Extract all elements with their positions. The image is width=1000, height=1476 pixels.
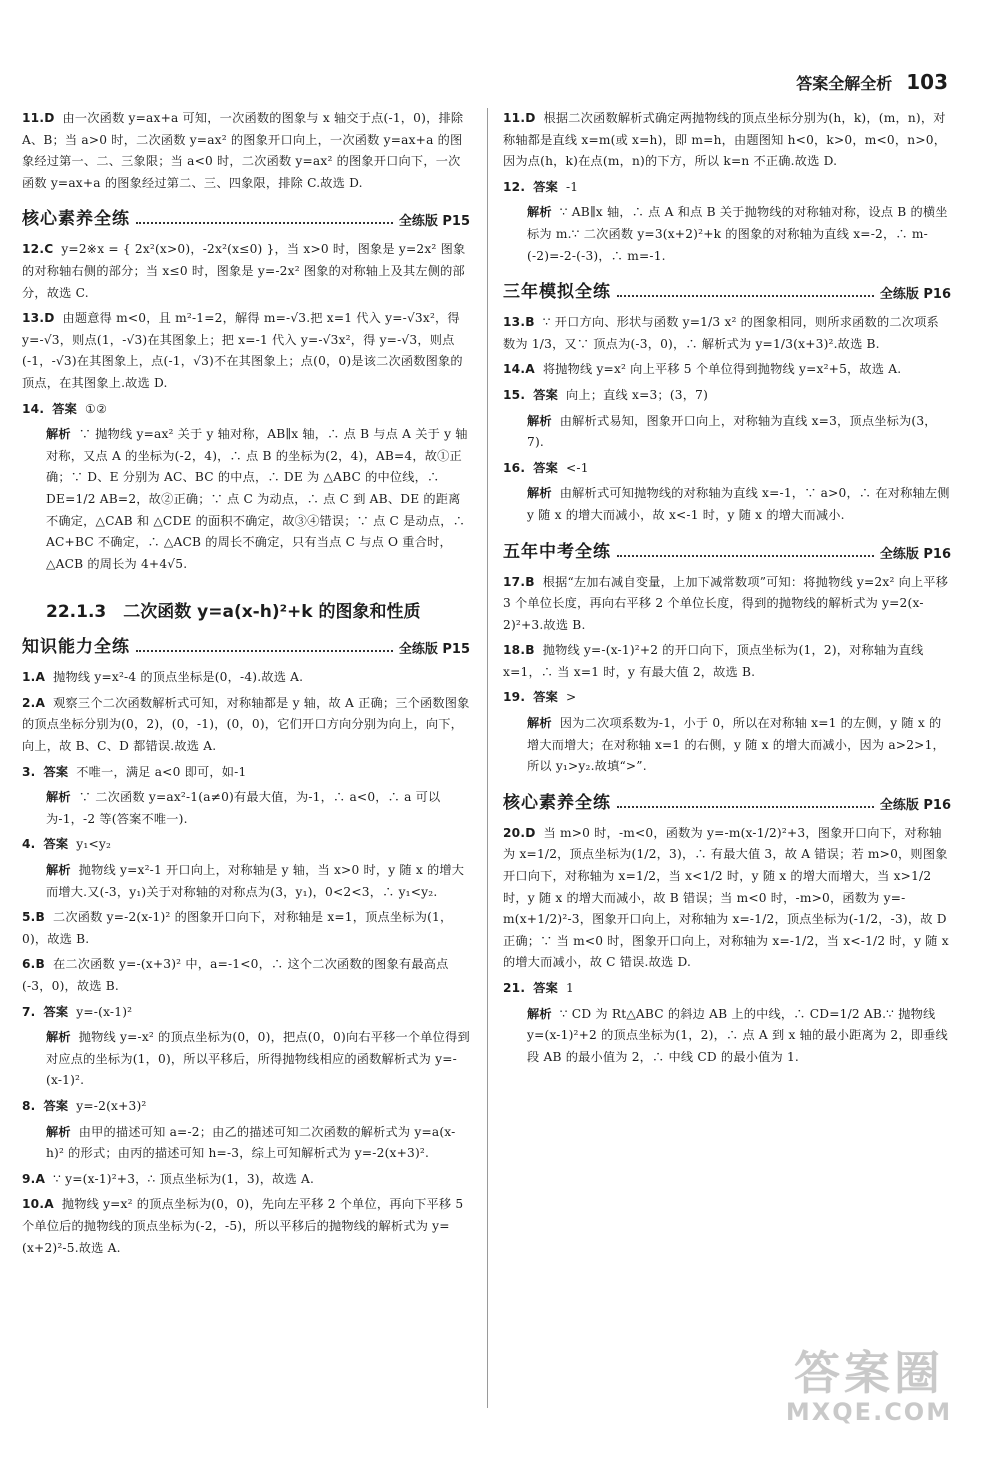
answer-item [22,108,470,194]
item-number: 13.D [22,311,55,326]
item-number: 3. [22,764,36,779]
item-number: 10.A [22,1197,54,1212]
dotted-leader [136,222,393,224]
item-text: 抛物线 y=x² 的顶点坐标为(0，0)，先向左平移 2 个单位，再向下平移 5 个单位后的抛物线的顶点坐标为(-2，-5)，所以平移后的抛物线的解析式为 y=(x+2)²-5.故选 A. [22,1197,464,1255]
section-title: 核心素养全练 [22,209,130,230]
answer-item [503,385,951,407]
section-title: 知识能力全练 [22,637,130,658]
item-number: 14.A [503,362,535,377]
analysis-text: 由甲的描述可知 a=-2；由乙的描述可知二次函数的解析式为 y=a(x-h)² 的形式；由丙的描述可知 h=-3，综上可知解析式为 y=-2(x+3)². [46,1124,456,1161]
item-text: 当 m>0 时，-m<0，函数为 y=-m(x-1/2)²+3，图象开口向下，对称轴为 x=1/2，顶点坐标为(1/2，3)，∴ 有最大值 3，故 A 错误；若 m>0，则图象开口向下，对称轴为 x=1/2，当 x<1/2 时，y 随 x 的增大而增大，当 x>1/2 时，y 随 x 的增大而减小，故 B 错误；当 m<0 时，-m>0，函数为 y=-m(x+1/2)²-3，图象开口向上，对称轴为 x=-1/2，顶点坐标为(-1/2，-3)，故 D 正确；∵ 当 m<0 时，图象开口向上，对称轴为 x=-1/2，当 x<-1/2 时，y 随 x 的增大而减小，故 C 错误.故选 D. [503,825,949,970]
answer-item [22,399,470,421]
analysis-text: 抛物线 y=-x² 的顶点坐标为(0，0)，把点(0，0)向右平移一个单位得到对应点的坐标为(1，0)，所以平移后，所得抛物线相应的函数解析式为 y=-(x-1)². [46,1030,470,1088]
watermark-bottom: MXQE.COM [785,1398,953,1426]
answer-tag: 答案 [43,837,69,852]
analysis [22,1122,470,1165]
answer-value: > [565,690,577,705]
analysis-text: 因为二次项系数为-1，小于 0，所以在对称轴 x=1 的左侧，y 随 x 的增大而增大；在对称轴 x=1 的右侧，y 随 x 的增大而减小，因为 a>2>1，所以 y₁>y₂.故填“>”. [527,716,945,774]
answer-item [22,239,470,304]
answer-item [503,108,951,173]
answer-value: y=-2(x+3)² [76,1098,147,1113]
answer-tag: 答案 [43,764,69,779]
answer-item [22,1169,470,1191]
answer-tag: 答案 [533,690,558,705]
section-header [503,277,951,302]
answer-tag: 答案 [533,981,558,995]
answer-value: -1 [565,179,579,194]
answer-item [503,572,951,637]
answer-item [22,762,470,784]
item-number: 12.C [22,242,54,257]
item-number: 5.B [22,910,45,925]
item-number: 17.B [503,574,535,589]
answer-item [22,907,470,950]
analysis [22,1027,470,1092]
answer-item [503,177,951,199]
answer-item [22,1002,470,1024]
analysis-text: 抛物线 y=x²-1 开口向上，对称轴是 y 轴，当 x>0 时，y 随 x 的增大而增大.又(-3，y₁)关于对称轴的对称点为(3，y₁)，0<2<3，∴ y₁<y₂. [46,863,465,899]
analysis-text: 由解析式易知，图象开口向上，对称轴为直线 x=3，顶点坐标为(3，7). [527,413,937,450]
answer-value: 1 [565,981,574,995]
analysis-text: ∵ AB∥x 轴，∴ 点 A 和点 B 关于抛物线的对称轴对称，设点 B 的横坐标为 m.∵ 二次函数 y=3(x+2)²+k 的图象的对称轴为直线 x=-2，∴ m-(-2)=-2-(-3)，∴ m=-1. [527,205,948,263]
item-number: 20.D [503,825,536,840]
section-ref: 全练版 P16 [879,287,951,303]
section-header [22,204,470,229]
answer-item [22,1194,470,1259]
section-ref: 全练版 P15 [398,642,470,658]
item-number: 4. [22,837,36,852]
analysis [503,202,951,267]
analysis-tag: 解析 [527,1006,552,1021]
analysis [22,860,470,903]
item-number: 7. [22,1004,36,1019]
answer-item [503,312,951,355]
section-ref: 全练版 P16 [879,546,951,562]
item-number: 1.A [22,670,46,685]
answer-tag: 答案 [533,179,558,194]
answer-item [503,978,951,1000]
header-title: 答案全解全析 [796,74,893,93]
section-title: 五年中考全练 [503,541,611,562]
item-number: 11.D [22,111,55,125]
analysis-tag: 解析 [46,790,71,805]
item-text: ∵ 开口方向、形状与函数 y=1/3 x² 的图象相同，则所求函数的二次项系数为 1/3，又∵ 顶点为(-3，0)，∴ 解析式为 y=1/3(x+3)².故选 B. [503,315,939,351]
item-text: 由题意得 m<0，且 m²-1=2，解得 m=-√3.把 x=1 代入 y=-√3x²，得 y=-√3，则点(1，-√3)在其图象上；把 x=-1 代入 y=-√3x²，得 y=-√3，则点(-1，-√3)在其图象上，点(-1，√3)不在其图象上；点(0，0)是该二次函数图象的顶点，在其图象上.故选 D. [22,311,463,390]
answer-tag: 答案 [43,1098,69,1113]
item-number: 15. [503,387,526,402]
answer-tag: 答案 [52,401,77,416]
item-text: 根据二次函数解析式确定两抛物线的顶点坐标分别为(h，k)，(m，n)，对称轴都是直线 x=m(或 x=h)，即 m=h，由题图知 h<0，k>0，m<0，n>0，因为点(h，k)在点(m，n)的下方，所以 k=n 不正确.故选 D. [503,111,947,169]
dotted-leader [617,806,874,808]
analysis-tag: 解析 [46,427,71,442]
analysis-tag: 解析 [46,1030,71,1045]
item-text: 由一次函数 y=ax+a 可知，一次函数的图象与 x 轴交于点(-1，0)，排除 A、B；当 a>0 时，二次函数 y=ax² 的图象开口向上，一次函数 y=ax+a 的图象经过第一、二、三象限；当 a<0 时，二次函数 y=ax² 的图象开口向下，一次函数 y=ax+a 的图象经过第二、三、四象限，排除 C.故选 D. [22,111,464,190]
section-title: 核心素养全练 [503,792,611,813]
analysis-text: ∵ 二次函数 y=ax²-1(a≠0)有最大值，为-1，∴ a<0，∴ a 可以为-1，-2 等(答案不唯一). [46,790,441,826]
left-column [22,108,470,1263]
answer-tag: 答案 [533,387,558,402]
answer-item [503,458,951,480]
analysis [22,787,470,830]
section-header [22,632,470,657]
item-number: 14. [22,401,45,416]
analysis [503,483,951,526]
answer-item [503,359,951,381]
item-number: 11.D [503,111,536,125]
page-number: 103 [906,70,948,94]
analysis-tag: 解析 [527,716,552,731]
item-number: 16. [503,460,526,475]
analysis-tag: 解析 [527,486,552,501]
item-number: 12. [503,179,526,194]
analysis-text: 由解析式可知抛物线的对称轴为直线 x=-1，∵ a>0，∴ 在对称轴左侧 y 随 x 的增大而减小，故 x<-1 时，y 随 x 的增大而减小. [527,486,950,522]
item-text: 根据“左加右减自变量，上加下减常数项”可知：将抛物线 y=2x² 向上平移 3 个单位长度，再向右平移 2 个单位长度，得到的抛物线的解析式为 y=2(x-2)²+3.故选 B. [503,574,949,632]
analysis [503,1004,951,1069]
section-title: 三年模拟全练 [503,282,611,303]
section-header [503,788,951,813]
watermark-top: 答案圈 [794,1346,944,1400]
answer-item [22,834,470,856]
answer-value: ①② [84,401,108,416]
section-header [503,537,951,562]
answer-item [22,308,470,394]
answer-value: 不唯一，满足 a<0 即可，如-1 [76,764,247,779]
answer-value: 向上；直线 x=3；(3，7) [565,387,709,402]
section-ref: 全练版 P16 [879,797,951,813]
item-text: y=2※x = { 2x²(x>0)，-2x²(x≤0) }，当 x>0 时，图象是 y=2x² 图象的对称轴右侧的部分；当 x≤0 时，图象是 y=-2x² 图象的对称轴上及其左侧的部分，故选 C. [22,242,466,300]
item-text: 二次函数 y=-2(x-1)² 的图象开口向下，对称轴是 x=1，顶点坐标为(1，0)，故选 B. [22,910,453,946]
right-column [503,108,951,1072]
section-ref: 全练版 P15 [398,214,470,230]
dotted-leader [617,295,874,297]
item-number: 8. [22,1098,36,1113]
analysis [503,411,951,454]
answer-item [22,693,470,758]
analysis [503,713,951,778]
analysis-tag: 解析 [527,205,552,220]
analysis-text: ∵ CD 为 Rt△ABC 的斜边 AB 上的中线，∴ CD=1/2 AB.∵ 抛物线 y=(x-1)²+2 的顶点坐标为(1，2)，∴ 点 A 到 x 轴的最小距离为 2，即垂线段 AB 的最小值为 2，∴ 中线 CD 的最小值为 1. [527,1006,948,1064]
answer-value: y=-(x-1)² [76,1004,133,1019]
dotted-leader [136,650,393,652]
answer-value: y₁<y₂ [76,837,112,852]
answer-tag: 答案 [43,1004,69,1019]
answer-item [503,823,951,974]
answer-item [503,687,951,709]
item-number: 13.B [503,315,535,330]
item-number: 21. [503,981,526,995]
item-text: 抛物线 y=-(x-1)²+2 的开口向下，顶点坐标为(1，2)，对称轴为直线 x=1，∴ 当 x=1 时，y 有最大值 2，故选 B. [503,643,924,679]
analysis-tag: 解析 [46,863,71,878]
dotted-leader [617,555,874,557]
analysis-tag: 解析 [46,1124,71,1139]
lesson-title: 22.1.3 二次函数 y=a(x-h)²+k 的图象和性质 [46,602,421,623]
answer-value: <-1 [565,460,589,475]
item-text: 观察三个二次函数解析式可知，对称轴都是 y 轴，故 A 正确；三个函数图象的顶点坐标分别为(0，2)，(0，-1)，(0，0)，它们开口方向分别为向上，向下，向上，故 B、C、D 都错误.故选 A. [22,695,470,754]
item-text: 抛物线 y=x²-4 的顶点坐标是(0，-4).故选 A. [53,670,304,685]
answer-tag: 答案 [533,460,558,475]
answer-item [22,667,470,689]
item-text: ∵ y=(x-1)²+3，∴ 顶点坐标为(1，3)，故选 A. [53,1171,315,1186]
item-number: 9.A [22,1171,46,1186]
analysis-text: ∵ 抛物线 y=ax² 关于 y 轴对称，AB∥x 轴，∴ 点 B 与点 A 关于 y 轴对称，又点 A 的坐标为(-2，4)，∴ 点 B 的坐标为(2，4)，AB=4，故①正确；∵ D、E 分别为 AC、BC 的中点，∴ DE 为 △ABC 的中位线，∴ DE=1/2 AB=2，故②正确；∵ 点 C 为动点，∴ 点 C 到 AB、DE 的距离不确定，△CAB 和 △CDE 的面积不确定，故③④错误；∵ 点 C 是动点，∴ AC+BC 不确定，∴ △ACB 的周长不确定，只有当点 C 与点 O 重合时，△ACB 的周长为 4+4√5. [46,427,468,571]
answer-item [22,1096,470,1118]
item-number: 18.B [503,643,535,658]
watermark-logo [774,1348,964,1426]
answer-item [22,954,470,997]
column-divider [487,108,488,1408]
analysis-tag: 解析 [527,413,552,428]
answer-item [503,640,951,683]
item-number: 19. [503,690,526,705]
item-number: 2.A [22,695,46,710]
item-text: 将抛物线 y=x² 向上平移 5 个单位得到抛物线 y=x²+5，故选 A. [542,362,902,377]
page-header [796,70,948,94]
item-number: 6.B [22,957,45,972]
item-text: 在二次函数 y=-(x+3)² 中，a=-1<0，∴ 这个二次函数的图象有最高点(-3，0)，故选 B. [22,957,449,993]
analysis [22,424,470,575]
